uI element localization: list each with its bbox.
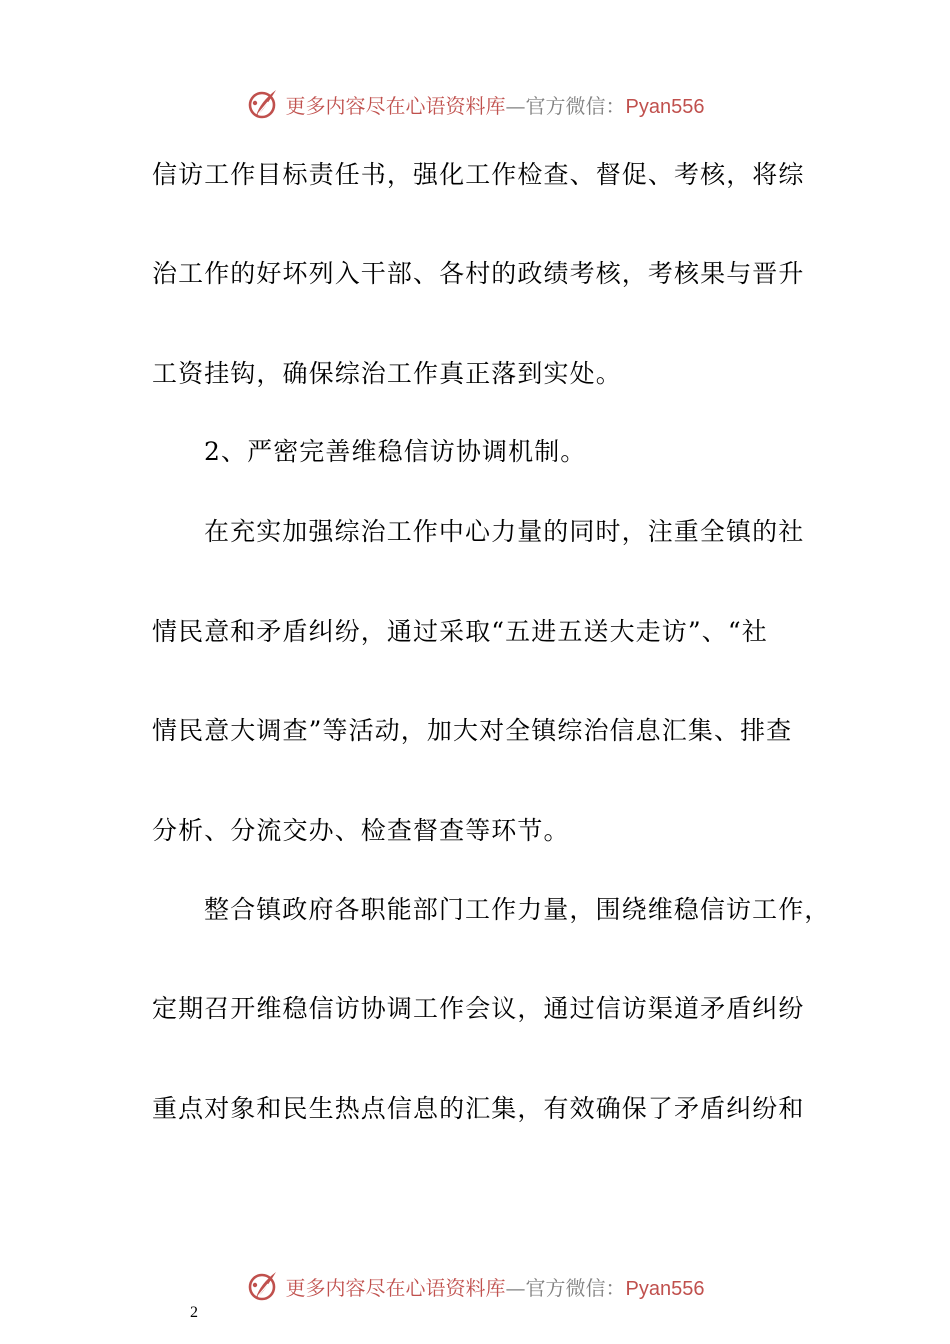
- body-line-6: 情民意和矛盾纠纷，通过采取“五进五送大走访”、“社: [152, 617, 768, 646]
- footer-banner: [0, 1268, 950, 1304]
- header-wechat-id: Pyan556: [625, 95, 705, 118]
- body-line-7: 情民意大调查”等活动，加大对全镇综治信息汇集、排查: [152, 716, 793, 745]
- header-dash: —: [505, 93, 526, 118]
- footer-wechat-label: 官方微信：: [525, 1275, 626, 1300]
- header-banner: [0, 86, 950, 122]
- body-line-1: 信访工作目标责任书，强化工作检查、督促、考核，将综: [152, 160, 805, 189]
- header-wechat-label: 官方微信：: [525, 93, 626, 118]
- body-line-2: 治工作的好坏列入干部、各村的政绩考核，考核果与晋升: [152, 259, 805, 288]
- page-number: 2: [190, 1304, 198, 1321]
- body-line-8: 分析、分流交办、检查督查等环节。: [152, 816, 570, 845]
- quill-logo-icon: [246, 86, 282, 122]
- header-brand: 更多内容尽在心语资料库: [285, 93, 506, 118]
- quill-logo-icon: [246, 1268, 282, 1304]
- body-line-9: 整合镇政府各职能部门工作力量，围绕维稳信访工作，: [204, 895, 831, 924]
- body-line-10: 定期召开维稳信访协调工作会议，通过信访渠道矛盾纠纷: [152, 994, 805, 1023]
- footer-dash: —: [505, 1275, 526, 1300]
- body-line-11: 重点对象和民生热点信息的汇集，有效确保了矛盾纠纷和: [152, 1094, 805, 1123]
- footer-brand: 更多内容尽在心语资料库: [285, 1275, 506, 1300]
- section-heading: 2、严密完善维稳信访协调机制。: [204, 437, 587, 466]
- header-banner-text: [286, 90, 705, 119]
- footer-banner-text: [286, 1272, 705, 1301]
- body-line-5: 在充实加强综治工作中心力量的同时，注重全镇的社: [204, 517, 805, 546]
- footer-wechat-id: Pyan556: [625, 1277, 705, 1300]
- body-line-3: 工资挂钩，确保综治工作真正落到实处。: [152, 359, 622, 388]
